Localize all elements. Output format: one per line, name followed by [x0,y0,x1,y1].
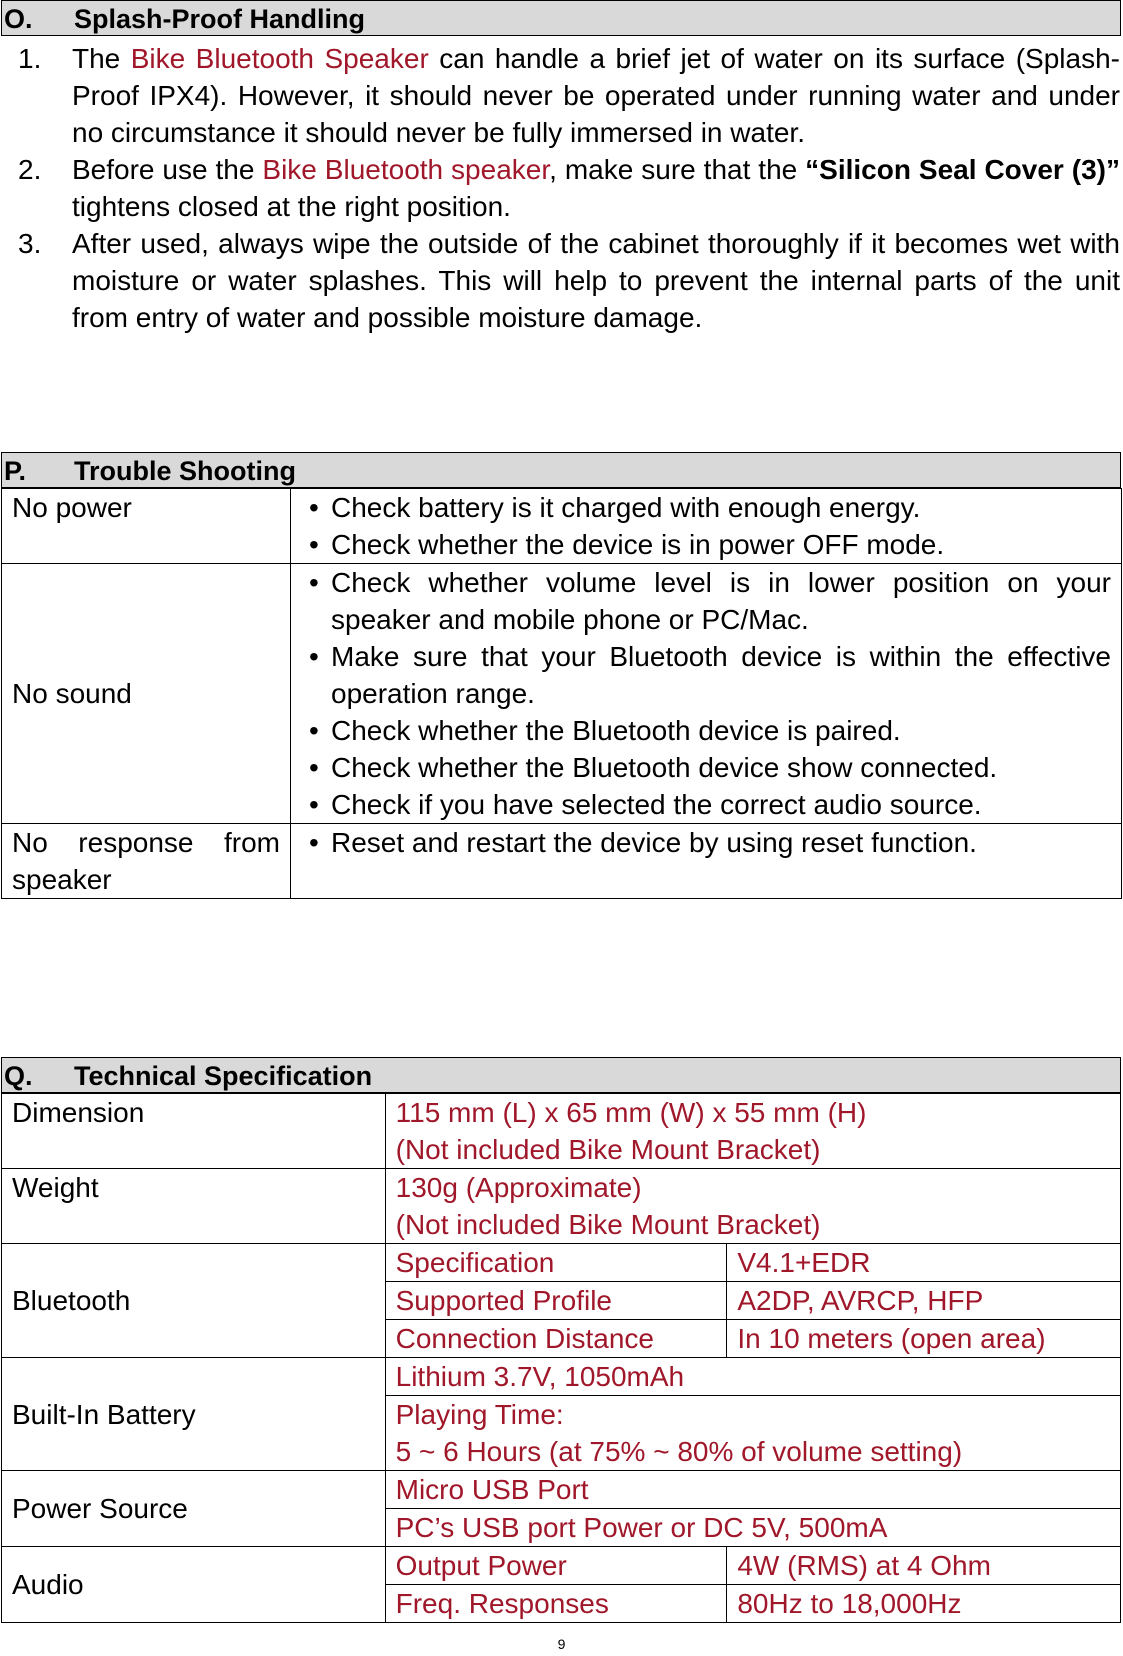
troubleshooting-table [1,488,1122,899]
spec-sublabel: Output Power [385,1547,727,1585]
spec-label: Bluetooth [2,1244,386,1358]
section-o-header [1,0,1121,36]
splash-item-2: 2. Before use the Bike Bluetooth speaker, make sure that the “Silicon Seal Cover (3)” tightens closed at the right position. [18,154,1120,222]
problem-cell: No sound [2,564,291,824]
solution-cell [291,824,1122,899]
spec-sublabel: Supported Profile [385,1282,727,1320]
section-q-header [1,1057,1121,1093]
problem-cell: No power [2,489,291,564]
table-row [2,1244,1121,1282]
spec-sublabel: Connection Distance [385,1320,727,1358]
list-item: • Check whether the Bluetooth device show connected. [307,749,1111,786]
table-row [2,1471,1121,1509]
page-number: 9 [557,1636,566,1652]
spec-label: Dimension [2,1094,386,1169]
solution-cell [291,489,1122,564]
list-item: • Reset and restart the device by using reset function. [307,824,1111,861]
section-q-title: Technical Specification [74,1061,373,1091]
spec-value: A2DP, AVRCP, HFP [727,1282,1121,1320]
spec-value: 130g (Approximate) (Not included Bike Mount Bracket) [385,1169,1120,1244]
spec-table [1,1093,1121,1623]
section-o-letter: O. [4,4,33,34]
list-item: • Check whether volume level is in lower position on your speaker and mobile phone or PC/Mac. [307,564,1111,638]
spec-value: In 10 meters (open area) [727,1320,1121,1358]
spec-label: Built-In Battery [2,1358,386,1471]
spec-value: Lithium 3.7V, 1050mAh [385,1358,1120,1396]
spec-value: Micro USB Port [385,1471,1120,1509]
list-item: • Check battery is it charged with enough energy. [307,489,1111,526]
spec-value: PC’s USB port Power or DC 5V, 500mA [385,1509,1120,1547]
table-row [2,1547,1121,1585]
spec-label: Weight [2,1169,386,1244]
spec-value: 4W (RMS) at 4 Ohm [727,1547,1121,1585]
table-row [2,1094,1121,1169]
section-p-letter: P. [4,456,27,486]
list-item: • Make sure that your Bluetooth device is within the effective operation range. [307,638,1111,712]
section-p-header [1,452,1121,488]
spec-value: 80Hz to 18,000Hz [727,1585,1121,1623]
problem-cell: No response from speaker [2,824,291,899]
seal-cover-label: “Silicon Seal Cover (3)” [805,154,1120,185]
splash-proof-list [0,40,1120,336]
spec-value: V4.1+EDR [727,1244,1121,1282]
section-o-title: Splash-Proof Handling [74,4,366,34]
list-item: • Check if you have selected the correct audio source. [307,786,1111,823]
table-row [2,489,1122,564]
list-item: • Check whether the Bluetooth device is paired. [307,712,1111,749]
splash-item-3: 3. After used, always wipe the outside of the cabinet thoroughly if it becomes wet with moisture or water splashes. This will help to prevent the internal parts of the unit from entry of water and possible moisture damage. [18,228,1120,333]
spec-sublabel: Specification [385,1244,727,1282]
table-row [2,1358,1121,1396]
table-row [2,824,1122,899]
section-q-letter: Q. [4,1061,33,1091]
product-name: Bike Bluetooth Speaker [130,43,429,74]
section-p-title: Trouble Shooting [74,456,296,486]
table-row [2,564,1122,824]
product-name: Bike Bluetooth speaker [262,154,550,185]
spec-value: Playing Time: 5 ~ 6 Hours (at 75% ~ 80% of volume setting) [385,1396,1120,1471]
spec-label: Power Source [2,1471,386,1547]
spec-value: 115 mm (L) x 65 mm (W) x 55 mm (H) (Not included Bike Mount Bracket) [385,1094,1120,1169]
table-row [2,1169,1121,1244]
splash-item-1: 1. The Bike Bluetooth Speaker can handle a brief jet of water on its surface (Splash-Proof IPX4). However, it should never be operated under running water and under no circumstance it should never be fully immersed in water. [18,43,1120,148]
list-item: • Check whether the device is in power OFF mode. [307,526,1111,563]
solution-cell [291,564,1122,824]
spec-label: Audio [2,1547,386,1623]
spec-sublabel: Freq. Responses [385,1585,727,1623]
